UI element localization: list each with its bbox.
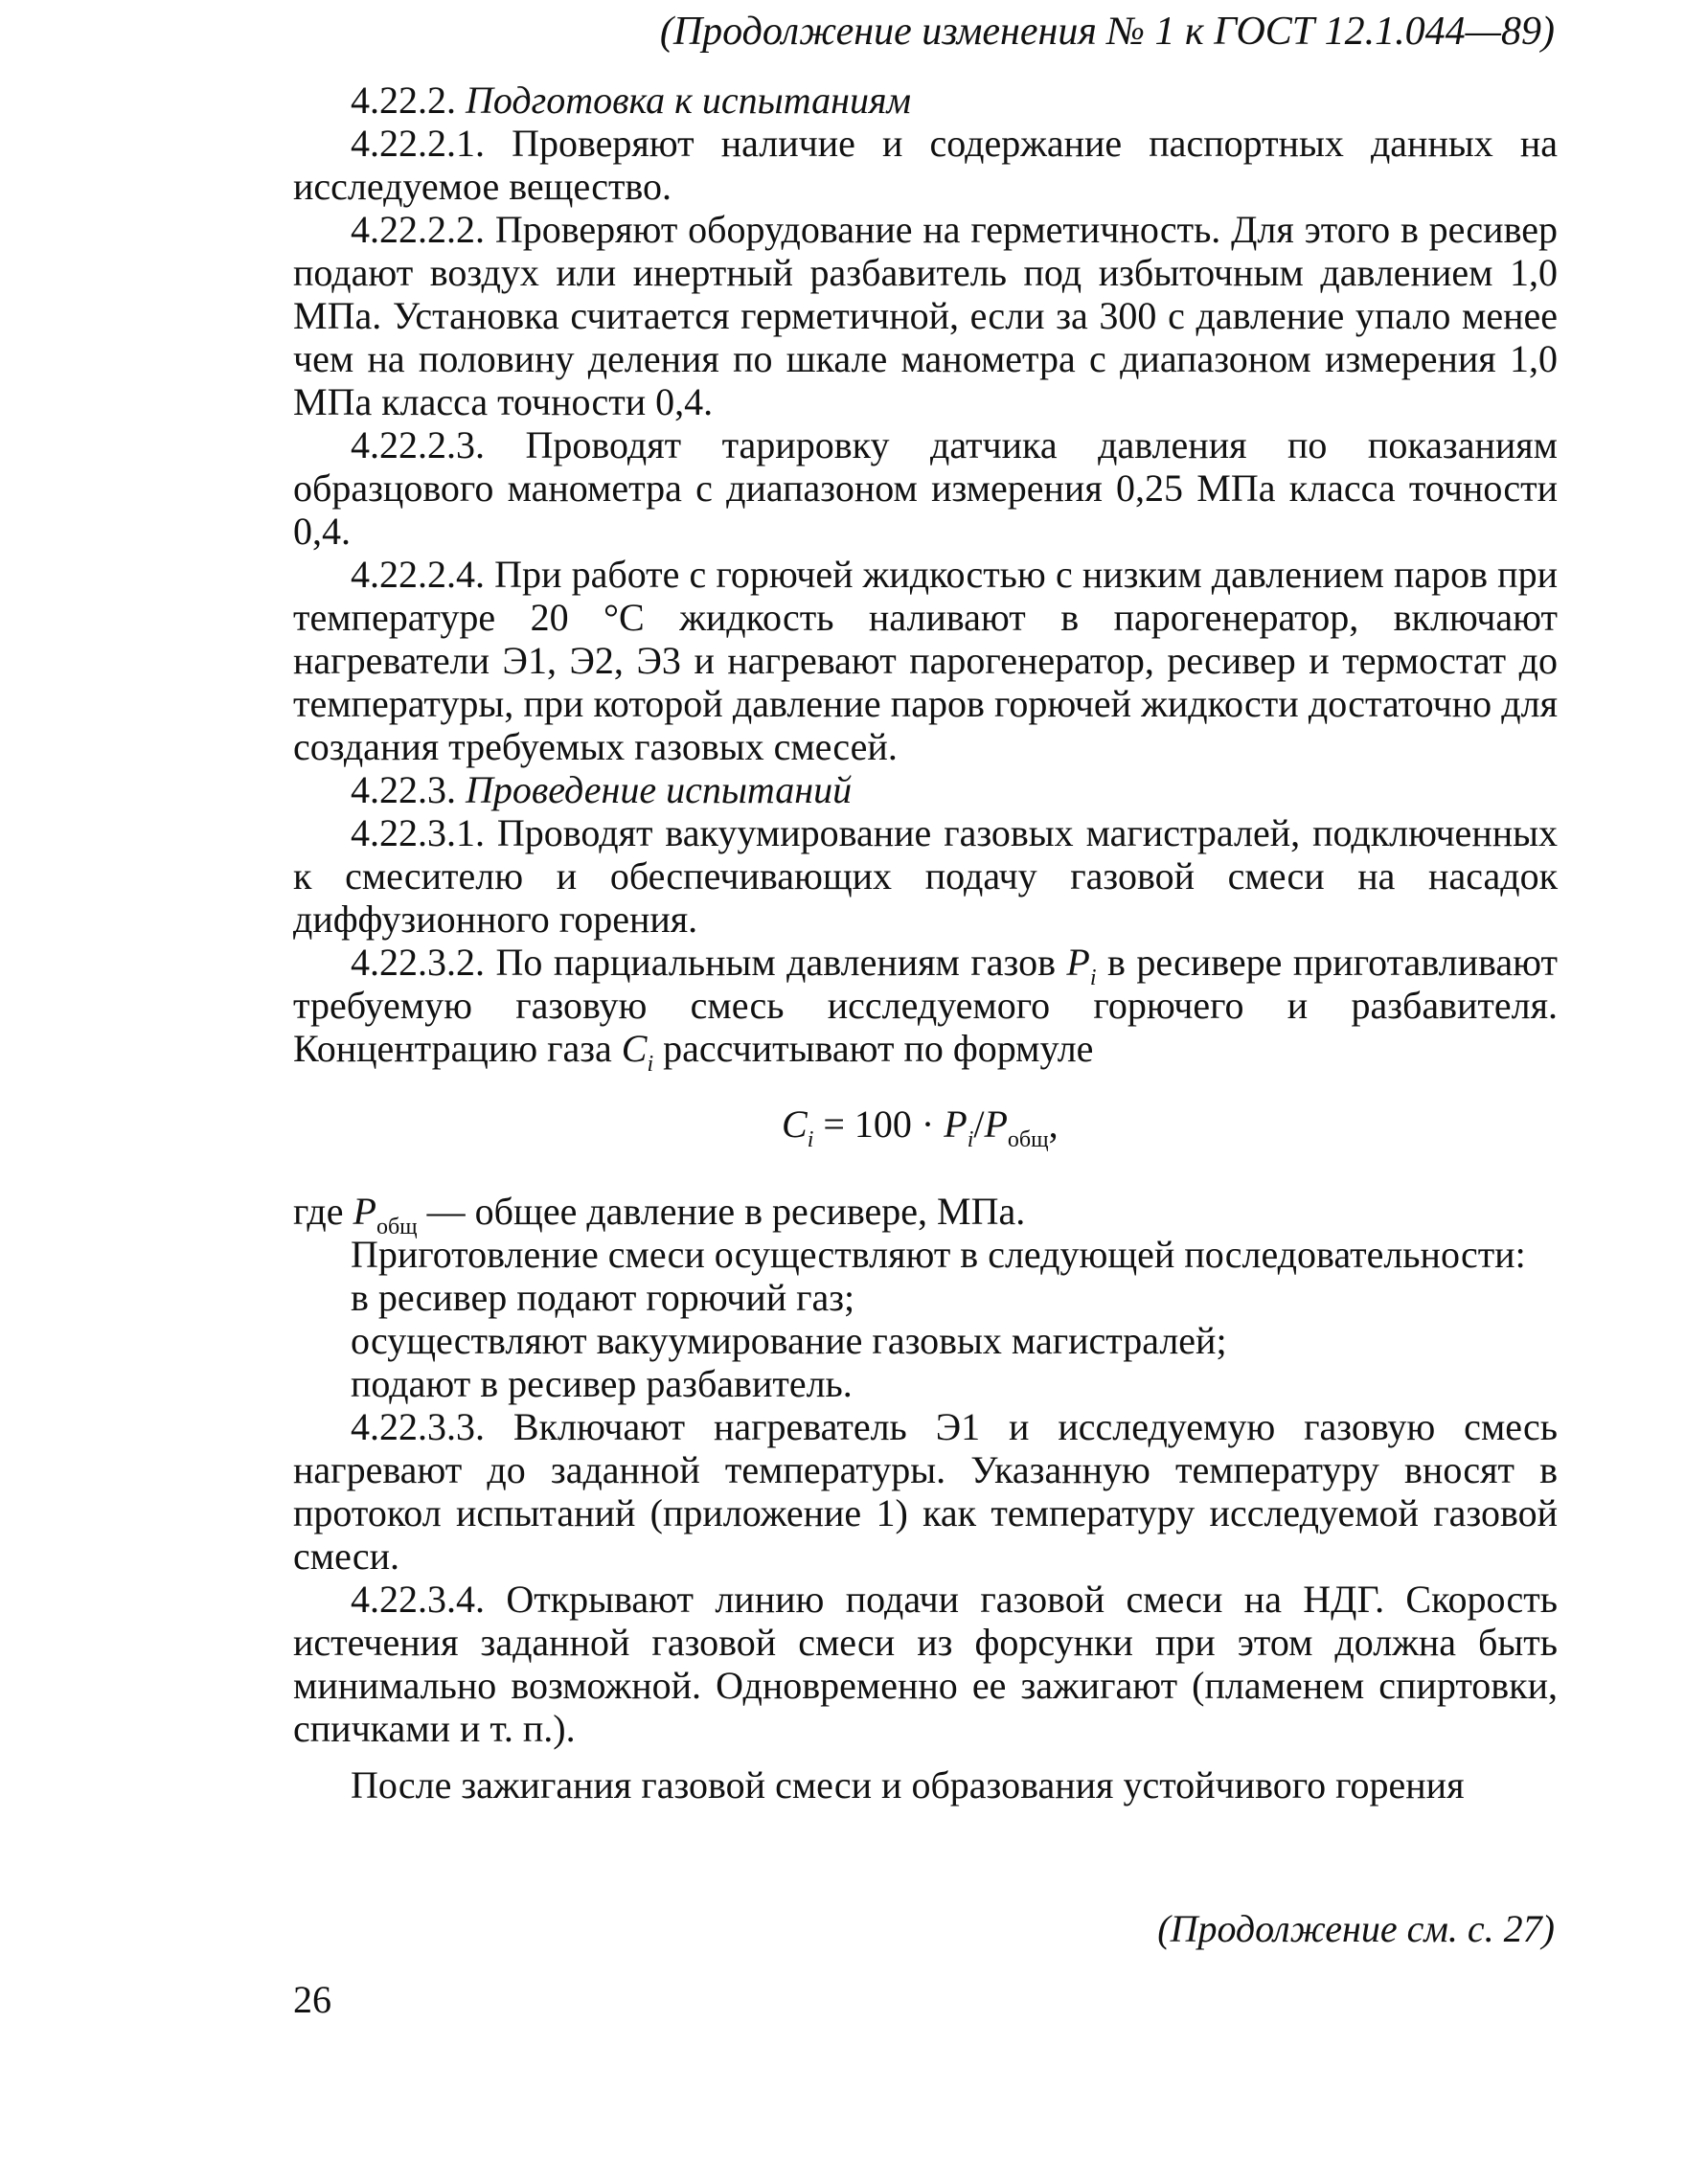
formula-slash: / <box>973 1102 985 1146</box>
variable-p-total: P <box>353 1190 376 1233</box>
text-run: 4.22.3.2. По парциальным давлениям газов <box>351 941 1067 984</box>
concentration-formula <box>293 1102 1558 1152</box>
subscript-i: i <box>1089 966 1097 990</box>
section-title: Подготовка к испытаниям <box>466 79 912 122</box>
continuation-note: (Продолжение см. с. 27) <box>1157 1907 1555 1950</box>
subscript-total: общ <box>376 1215 418 1239</box>
paragraph-4-22-2-3: 4.22.2.3. Проводят тарировку датчика давления по показаниям образцового манометра с диапазоном измерения 0,25 МПа класса точности 0,4. <box>293 423 1558 553</box>
section-number: 4.22.3. <box>351 768 466 811</box>
list-item: подают в ресивер разбавитель. <box>351 1362 853 1405</box>
running-header: (Продолжение изменения № 1 к ГОСТ 12.1.044—89) <box>659 10 1555 54</box>
formula-p: P <box>944 1102 968 1146</box>
list-item: в ресивер подают горючий газ; <box>351 1276 855 1319</box>
section-title: Проведение испытаний <box>466 768 853 811</box>
paragraph-4-22-2-1: 4.22.2.1. Проверяют наличие и содержание паспортных данных на исследуемое вещество. <box>293 122 1558 208</box>
formula-sub-i: i <box>967 1127 974 1152</box>
paragraph-4-22-3-3: 4.22.3.3. Включают нагреватель Э1 и исследуемую газовую смесь нагревают до заданной температуры. Указанную температуру вносят в протокол испытаний (приложение 1) как температуру исследуемой газовой смеси. <box>293 1405 1558 1578</box>
formula-where-clause <box>293 1190 1558 1239</box>
page-number: 26 <box>293 1978 331 2021</box>
paragraph-4-22-2-2: 4.22.2.2. Проверяют оборудование на герметичность. Для этого в ресивер подают воздух или инертный разбавитель под избыточным давлением 1,0 МПа. Установка считается герметичной, если за 300 с давление упало менее чем на половину деления по шкале манометра с диапазоном измерения 1,0 МПа класса точности 0,4. <box>293 208 1558 423</box>
section-number: 4.22.2. <box>351 79 466 122</box>
section-heading-4-22-3 <box>293 768 1558 811</box>
formula-equals: = 100 · <box>813 1102 945 1146</box>
paragraph-4-22-3-2 <box>293 941 1558 1077</box>
formula-sub-i: i <box>807 1127 814 1152</box>
list-item: осуществляют вакуумирование газовых магистралей; <box>351 1319 1227 1362</box>
formula-p-total: P <box>984 1102 1008 1146</box>
formula-c: C <box>782 1102 808 1146</box>
paragraph-after-ignition: После зажигания газовой смеси и образования устойчивого горения <box>351 1763 1465 1807</box>
text-run: рассчитывают по формуле <box>653 1027 1094 1070</box>
text-run: — общее давление в ресивере, МПа. <box>417 1190 1026 1233</box>
text-run: в ресивере приготавливают требуемую газовую смесь исследуемого горючего и разбавителя. Концентрацию газа <box>293 941 1558 1070</box>
text-run: где <box>293 1190 353 1233</box>
subscript-i: i <box>647 1052 654 1077</box>
formula-sub-total: общ <box>1007 1127 1049 1152</box>
paragraph-4-22-3-4: 4.22.3.4. Открывают линию подачи газовой смеси на НДГ. Скорость истечения заданной газовой смеси из форсунки при этом должна быть минимально возможной. Одновременно ее зажигают (пламенем спиртовки, спичками и т. п.). <box>293 1578 1558 1750</box>
paragraph-gap <box>293 1750 1558 1763</box>
section-heading-4-22-2 <box>293 79 1558 122</box>
paragraph-sequence: Приготовление смеси осуществляют в следующей последовательности: <box>351 1233 1526 1276</box>
variable-p: P <box>1066 941 1090 984</box>
formula-comma: , <box>1048 1102 1059 1146</box>
paragraph-4-22-3-1: 4.22.3.1. Проводят вакуумирование газовых магистралей, подключенных к смесителю и обеспечивающих подачу газовой смеси на насадок диффузионного горения. <box>293 811 1558 941</box>
variable-c: C <box>621 1027 648 1070</box>
paragraph-4-22-2-4: 4.22.2.4. При работе с горючей жидкостью с низким давлением паров при температуре 20 °С жидкость наливают в парогенератор, включают нагреватели Э1, Э2, Э3 и нагревают парогенератор, ресивер и термостат до температуры, при которой давление паров горючей жидкости достаточно для создания требуемых газовых смесей. <box>293 553 1558 768</box>
document-body <box>293 79 1558 1807</box>
